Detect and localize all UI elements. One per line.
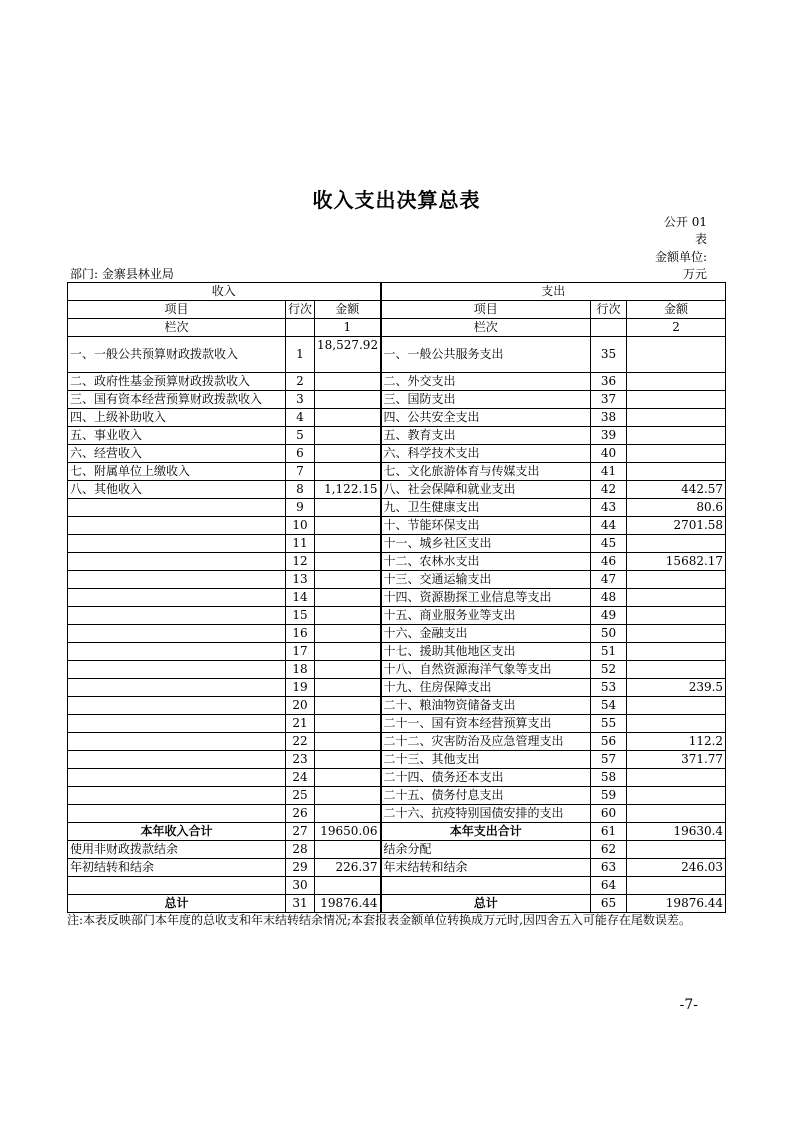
- ending-balance-amount: 246.03: [627, 859, 726, 877]
- expense-item: 二十六、抗疫特别国债安排的支出: [381, 805, 591, 823]
- income-amount: [315, 553, 381, 571]
- income-column-label: 栏次: [68, 319, 286, 337]
- income-item: 七、附属单位上缴收入: [68, 463, 286, 481]
- table-row-year-total: [68, 823, 726, 841]
- table-row: [68, 751, 726, 769]
- table-row: [68, 481, 726, 499]
- income-amount: [315, 643, 381, 661]
- income-row-number: 16: [286, 625, 315, 643]
- expense-row-number: 54: [591, 697, 627, 715]
- table-row: [68, 517, 726, 535]
- income-item: 三、国有资本经营预算财政拨款收入: [68, 391, 286, 409]
- income-amount: [315, 589, 381, 607]
- expense-item: 十九、住房保障支出: [381, 679, 591, 697]
- expense-amount: 371.77: [627, 751, 726, 769]
- expense-row-number: 61: [591, 823, 627, 841]
- income-item: [68, 643, 286, 661]
- income-amount: 1,122.15: [315, 481, 381, 499]
- expense-row-number: 44: [591, 517, 627, 535]
- table-row: [68, 715, 726, 733]
- expense-item: 十四、资源勘探工业信息等支出: [381, 589, 591, 607]
- table-row: [68, 589, 726, 607]
- expense-header: 支出: [381, 283, 726, 301]
- expense-row-number: 47: [591, 571, 627, 589]
- expense-row-number: 51: [591, 643, 627, 661]
- empty-cell: [315, 877, 381, 895]
- table-row: [68, 859, 726, 877]
- expense-item: 十八、自然资源海洋气象等支出: [381, 661, 591, 679]
- income-amount: [315, 373, 381, 391]
- income-item: [68, 499, 286, 517]
- income-row-number: 17: [286, 643, 315, 661]
- income-item-header: 项目: [68, 301, 286, 319]
- income-row-number: 23: [286, 751, 315, 769]
- income-item: [68, 787, 286, 805]
- income-item: [68, 535, 286, 553]
- income-row-number: 18: [286, 661, 315, 679]
- income-row-number: 14: [286, 589, 315, 607]
- footnote: 注:本表反映部门本年度的总收支和年末结转结余情况;本套报表金额单位转换成万元时,因四舍五入可能存在尾数误差。: [67, 913, 691, 927]
- income-rowno-header: 行次: [286, 301, 315, 319]
- beginning-balance-amount: 226.37: [315, 859, 381, 877]
- table-row: [68, 733, 726, 751]
- income-amount: [315, 445, 381, 463]
- expense-row-number: 36: [591, 373, 627, 391]
- income-row-number: 19: [286, 679, 315, 697]
- year-income-total-amount: 19650.06: [315, 823, 381, 841]
- expense-row-number: 40: [591, 445, 627, 463]
- expense-item: 二十二、灾害防治及应急管理支出: [381, 733, 591, 751]
- table-row: [68, 553, 726, 571]
- table-row: [68, 445, 726, 463]
- form-code: 公开 01: [663, 215, 707, 229]
- expense-amount: [627, 805, 726, 823]
- income-item: [68, 769, 286, 787]
- expense-amount-header: 金额: [627, 301, 726, 319]
- income-item: [68, 733, 286, 751]
- expense-row-number: 37: [591, 391, 627, 409]
- income-row-number: 8: [286, 481, 315, 499]
- table-row: [68, 787, 726, 805]
- expense-row-number: 59: [591, 787, 627, 805]
- expense-column-label: 栏次: [381, 319, 591, 337]
- empty-cell: [381, 877, 591, 895]
- income-amount-header: 金额: [315, 301, 381, 319]
- page-title: 收入支出决算总表: [312, 188, 481, 212]
- empty-cell: [286, 319, 315, 337]
- expense-amount: [627, 427, 726, 445]
- expense-row-number: 48: [591, 589, 627, 607]
- table-row: [68, 427, 726, 445]
- expense-column-number: 2: [627, 319, 726, 337]
- income-row-number: 11: [286, 535, 315, 553]
- expense-item: 一、一般公共服务支出: [381, 337, 591, 373]
- income-amount: [315, 571, 381, 589]
- expense-item: 二十四、债务还本支出: [381, 769, 591, 787]
- expense-row-number: 56: [591, 733, 627, 751]
- expense-item-header: 项目: [381, 301, 591, 319]
- income-row-number: 9: [286, 499, 315, 517]
- income-amount: [315, 463, 381, 481]
- income-row-number: 30: [286, 877, 315, 895]
- balance-distribution-amount: [627, 841, 726, 859]
- table-row: [68, 337, 726, 373]
- table-row: [68, 643, 726, 661]
- nonfiscal-balance-label: 使用非财政拨款结余: [68, 841, 286, 859]
- expense-amount: [627, 787, 726, 805]
- form-code-suffix: 表: [694, 232, 707, 246]
- table-row: [68, 499, 726, 517]
- income-amount: [315, 517, 381, 535]
- expense-amount: [627, 589, 726, 607]
- income-row-number: 26: [286, 805, 315, 823]
- income-item: [68, 517, 286, 535]
- expense-amount: [627, 535, 726, 553]
- expense-amount: [627, 445, 726, 463]
- expense-row-number: 46: [591, 553, 627, 571]
- expense-amount: [627, 463, 726, 481]
- empty-cell: [68, 877, 286, 895]
- page-number: -7-: [679, 997, 698, 1013]
- expense-row-number: 55: [591, 715, 627, 733]
- budget-table: [67, 282, 726, 913]
- expense-amount: 15682.17: [627, 553, 726, 571]
- income-item: 一、一般公共预算财政拨款收入: [68, 337, 286, 373]
- expense-row-number: 39: [591, 427, 627, 445]
- income-row-number: 12: [286, 553, 315, 571]
- empty-cell: [591, 319, 627, 337]
- expense-amount: [627, 607, 726, 625]
- income-amount: [315, 391, 381, 409]
- expense-row-number: 65: [591, 895, 627, 913]
- income-row-number: 10: [286, 517, 315, 535]
- expense-item: 二十、粮油物资储备支出: [381, 697, 591, 715]
- expense-amount: [627, 643, 726, 661]
- expense-row-number: 41: [591, 463, 627, 481]
- expense-row-number: 57: [591, 751, 627, 769]
- income-row-number: 1: [286, 337, 315, 373]
- income-item: [68, 625, 286, 643]
- expense-row-number: 58: [591, 769, 627, 787]
- income-amount: [315, 427, 381, 445]
- expense-row-number: 49: [591, 607, 627, 625]
- income-item: 二、政府性基金预算财政拨款收入: [68, 373, 286, 391]
- expense-row-number: 50: [591, 625, 627, 643]
- table-row: [68, 373, 726, 391]
- expense-item: 二十一、国有资本经营预算支出: [381, 715, 591, 733]
- income-amount: 18,527.92: [315, 337, 381, 373]
- expense-row-number: 53: [591, 679, 627, 697]
- income-row-number: 29: [286, 859, 315, 877]
- expense-row-number: 60: [591, 805, 627, 823]
- empty-cell: [627, 877, 726, 895]
- expense-item: 十一、城乡社区支出: [381, 535, 591, 553]
- income-row-number: 5: [286, 427, 315, 445]
- ending-balance-label: 年末结转和结余: [381, 859, 591, 877]
- expense-amount: 239.5: [627, 679, 726, 697]
- income-amount: [315, 679, 381, 697]
- table-row-grand-total: [68, 895, 726, 913]
- income-item: [68, 697, 286, 715]
- income-item: [68, 679, 286, 697]
- income-row-number: 6: [286, 445, 315, 463]
- beginning-balance-label: 年初结转和结余: [68, 859, 286, 877]
- nonfiscal-balance-amount: [315, 841, 381, 859]
- income-amount: [315, 715, 381, 733]
- income-row-number: 3: [286, 391, 315, 409]
- expense-amount: [627, 373, 726, 391]
- income-item: [68, 751, 286, 769]
- income-amount: [315, 625, 381, 643]
- balance-distribution-label: 结余分配: [381, 841, 591, 859]
- income-amount: [315, 733, 381, 751]
- expense-amount: [627, 769, 726, 787]
- income-item: [68, 553, 286, 571]
- expense-amount: 80.6: [627, 499, 726, 517]
- income-amount: [315, 535, 381, 553]
- income-row-number: 31: [286, 895, 315, 913]
- year-income-total-label: 本年收入合计: [68, 823, 286, 841]
- expense-amount: [627, 697, 726, 715]
- grand-total-income-amount: 19876.44: [315, 895, 381, 913]
- expense-row-number: 64: [591, 877, 627, 895]
- income-item: [68, 607, 286, 625]
- expense-row-number: 43: [591, 499, 627, 517]
- expense-amount: 2701.58: [627, 517, 726, 535]
- expense-row-number: 38: [591, 409, 627, 427]
- expense-item: 十三、交通运输支出: [381, 571, 591, 589]
- expense-item: 十、节能环保支出: [381, 517, 591, 535]
- income-column-number: 1: [315, 319, 381, 337]
- expense-amount: [627, 715, 726, 733]
- income-amount: [315, 787, 381, 805]
- income-row-number: 13: [286, 571, 315, 589]
- expense-amount: [627, 571, 726, 589]
- income-amount: [315, 697, 381, 715]
- table-row: [68, 841, 726, 859]
- income-amount: [315, 499, 381, 517]
- grand-total-expense-amount: 19876.44: [627, 895, 726, 913]
- expense-item: 二十五、债务付息支出: [381, 787, 591, 805]
- expense-item: 六、科学技术支出: [381, 445, 591, 463]
- table-row: [68, 877, 726, 895]
- expense-row-number: 42: [591, 481, 627, 499]
- income-row-number: 27: [286, 823, 315, 841]
- income-item: [68, 805, 286, 823]
- income-amount: [315, 805, 381, 823]
- income-amount: [315, 769, 381, 787]
- income-header: 收入: [68, 283, 381, 301]
- grand-total-expense-label: 总计: [381, 895, 591, 913]
- table-row: [68, 679, 726, 697]
- expense-amount: 442.57: [627, 481, 726, 499]
- expense-row-number: 52: [591, 661, 627, 679]
- expense-item: 十六、金融支出: [381, 625, 591, 643]
- income-item: 五、事业收入: [68, 427, 286, 445]
- expense-item: 三、国防支出: [381, 391, 591, 409]
- table-row: [68, 661, 726, 679]
- income-item: 四、上级补助收入: [68, 409, 286, 427]
- table-row: [68, 697, 726, 715]
- income-row-number: 22: [286, 733, 315, 751]
- income-item: 八、其他收入: [68, 481, 286, 499]
- unit-label: 金额单位:: [654, 250, 707, 264]
- income-row-number: 15: [286, 607, 315, 625]
- income-row-number: 20: [286, 697, 315, 715]
- table-row: [68, 805, 726, 823]
- table-row: [68, 409, 726, 427]
- expense-item: 九、卫生健康支出: [381, 499, 591, 517]
- income-amount: [315, 661, 381, 679]
- expense-row-number: 63: [591, 859, 627, 877]
- income-row-number: 21: [286, 715, 315, 733]
- expense-amount: [627, 337, 726, 373]
- table-row: [68, 769, 726, 787]
- income-item: [68, 715, 286, 733]
- expense-amount: [627, 625, 726, 643]
- expense-amount: [627, 409, 726, 427]
- table-row: [68, 571, 726, 589]
- income-item: [68, 589, 286, 607]
- expense-row-number: 35: [591, 337, 627, 373]
- income-row-number: 7: [286, 463, 315, 481]
- income-item: 六、经营收入: [68, 445, 286, 463]
- expense-amount: [627, 391, 726, 409]
- expense-item: 十五、商业服务业等支出: [381, 607, 591, 625]
- unit-value: 万元: [682, 267, 707, 281]
- table-row: [68, 625, 726, 643]
- income-item: [68, 571, 286, 589]
- expense-item: 五、教育支出: [381, 427, 591, 445]
- expense-row-number: 45: [591, 535, 627, 553]
- expense-item: 七、文化旅游体育与传媒支出: [381, 463, 591, 481]
- expense-rowno-header: 行次: [591, 301, 627, 319]
- expense-item: 八、社会保障和就业支出: [381, 481, 591, 499]
- expense-item: 四、公共安全支出: [381, 409, 591, 427]
- income-amount: [315, 751, 381, 769]
- income-row-number: 24: [286, 769, 315, 787]
- grand-total-income-label: 总计: [68, 895, 286, 913]
- expense-item: 十二、农林水支出: [381, 553, 591, 571]
- table-row: [68, 463, 726, 481]
- income-row-number: 25: [286, 787, 315, 805]
- expense-item: 二、外交支出: [381, 373, 591, 391]
- income-item: [68, 661, 286, 679]
- department-label: 部门: 金寨县林业局: [70, 267, 174, 281]
- income-amount: [315, 409, 381, 427]
- year-expense-total-amount: 19630.4: [627, 823, 726, 841]
- income-row-number: 4: [286, 409, 315, 427]
- expense-item: 二十三、其他支出: [381, 751, 591, 769]
- table-row: [68, 607, 726, 625]
- table-row: [68, 535, 726, 553]
- table-row: [68, 391, 726, 409]
- expense-amount: [627, 661, 726, 679]
- income-amount: [315, 607, 381, 625]
- year-expense-total-label: 本年支出合计: [381, 823, 591, 841]
- income-row-number: 2: [286, 373, 315, 391]
- expense-item: 十七、援助其他地区支出: [381, 643, 591, 661]
- income-row-number: 28: [286, 841, 315, 859]
- expense-amount: 112.2: [627, 733, 726, 751]
- expense-row-number: 62: [591, 841, 627, 859]
